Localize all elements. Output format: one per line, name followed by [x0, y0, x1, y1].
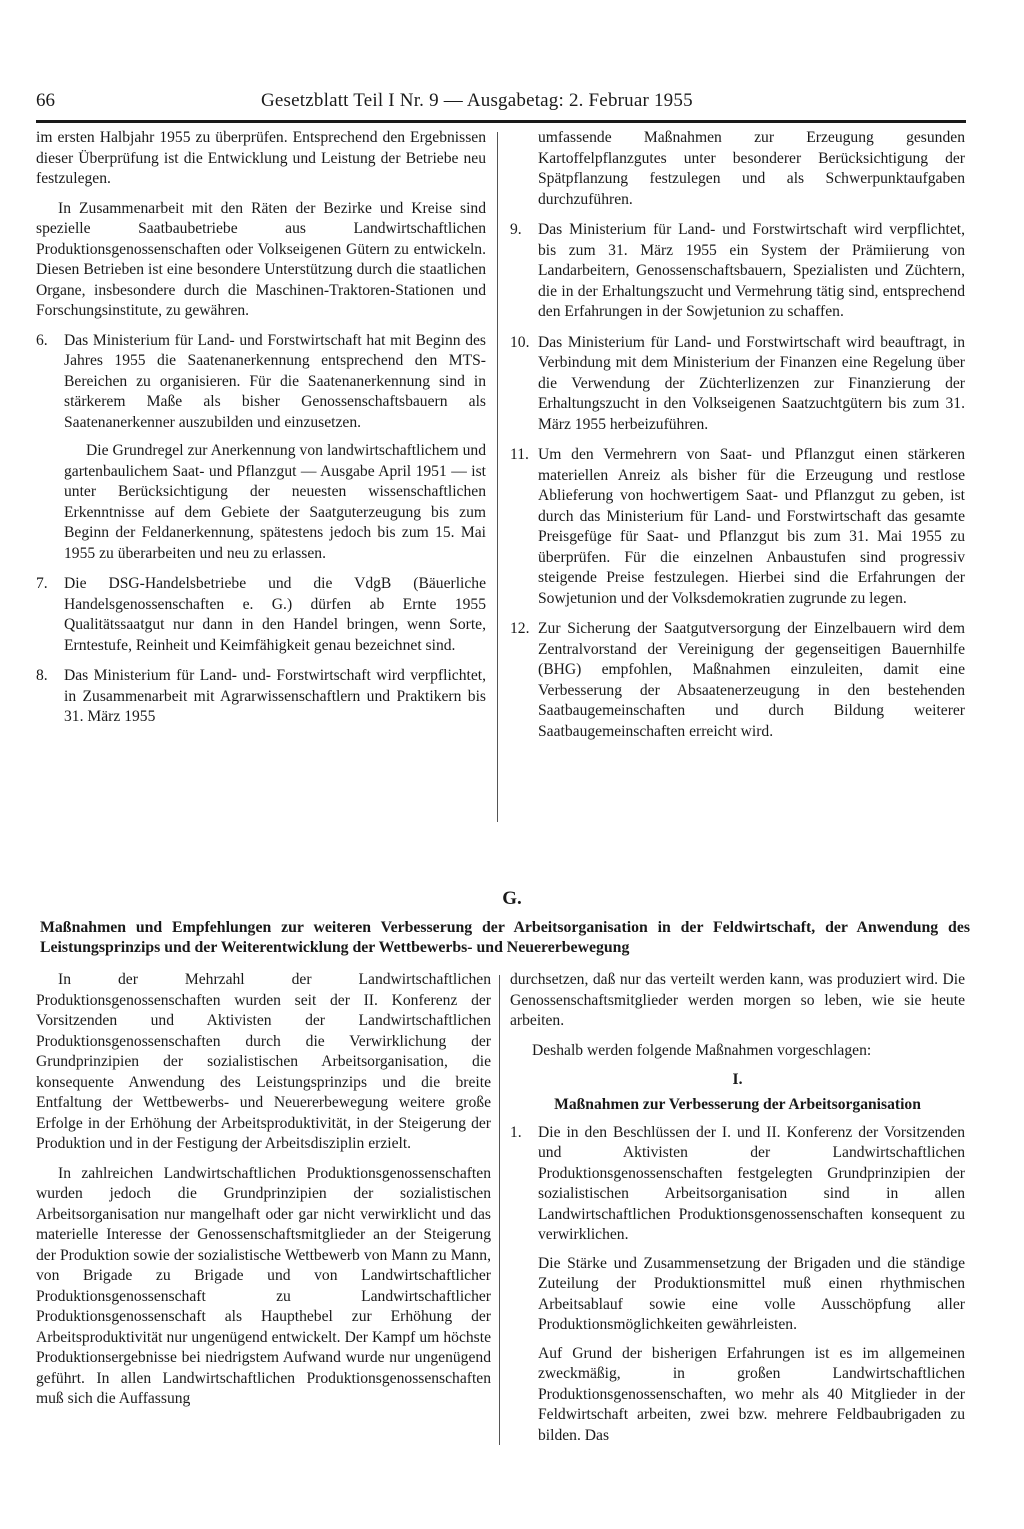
section-title: Maßnahmen und Empfehlungen zur weiteren Verbesserung der Arbeitsorganisation in der Feldwirtschaft, der Anwendung des Leistungsprinzips und der Weiterentwicklung der Wettbewerbs- und Neuererbewegung: [40, 919, 970, 956]
item-number: 11.: [510, 446, 529, 463]
paragraph: durchsetzen, daß nur das verteilt werden kann, was produziert wird. Die Genossenschaftsmitglieder werden morgen so leben, wie sie heute arbeiten.: [510, 971, 965, 1029]
page-number: 66: [36, 90, 55, 111]
list-item: [36, 666, 486, 728]
item-subparagraph: Die Stärke und Zusammensetzung der Brigaden und die ständige Zuteilung der Produktionsmittel muß einen rhythmischen Arbeitsablauf sowie eine volle Ausschöpfung aller Produktionsmöglichkeiten gewährleisten.: [538, 1254, 965, 1333]
list-item: [510, 1123, 965, 1447]
item-number: 6.: [36, 331, 48, 349]
item-text: Die DSG-Handelsbetriebe und die VdgB (Bäuerliche Handelsgenossenschaften e. G.) dürfen ab Ernte 1955 Qualitätssaatgut nur dann in den Handel bringen, wenn Sorte, Erntestufe, Reinheit und Keimfähigkeit genau bezeichnet sind.: [64, 575, 486, 654]
item-number: 12.: [510, 620, 530, 637]
item-number: 1.: [510, 1123, 522, 1141]
bottom-left-column: [36, 970, 491, 1419]
paragraph: In Zusammenarbeit mit den Räten der Bezirke und Kreise sind spezielle Saatbaubetriebe aus Landwirtschaftlichen Produktionsgenossenschaften oder Volkseigenen Gütern zu entwickeln. Diesen Betrieben ist eine besondere Unterstützung durch die staatlichen Organe, insbesondere durch die Maschinen-Traktoren-Stationen und Forschungsinstitute, zu gewähren.: [36, 199, 486, 319]
subsection-number: I.: [732, 1071, 743, 1088]
list-item: [510, 220, 965, 323]
subsection-heading: Maßnahmen zur Verbesserung der Arbeitsorganisation: [554, 1095, 921, 1113]
item-subparagraph: Auf Grund der bisherigen Erfahrungen ist es im allgemeinen zweckmäßig, in großen Landwirtschaftlichen Produktionsgenossenschaften, wo mehr als 40 Mitglieder in der Feldwirtschaft arbeiten, zwei bzw. mehrere Feldbaubrigaden zu bilden. Das: [538, 1344, 965, 1444]
item-text: Um den Vermehrern von Saat- und Pflanzgut einen stärkeren materiellen Anreiz als bisher für die Erzeugung und restlose Ablieferung von hochwertigem Saat- und Pflanzgut zu geben, ist durch das Ministerium für Land- und Forstwirtschaft das gesamte Preisgefüge für Saat- und Pflanzgut bis zum 31. Mai 1955 zu überprüfen. Für die einzelnen Anbaustufen sind progressiv steigende Preise festzulegen. Hierbei sind die Erfahrungen der Sowjetunion und der Volksdemokratien zugrunde zu legen.: [538, 446, 965, 607]
item-number: 10.: [510, 333, 530, 351]
item-number: 8.: [36, 667, 48, 684]
item-text: Das Ministerium für Land- und Forstwirtschaft hat mit Beginn des Jahres 1955 die Saatenanerkennung entsprechend den MTS-Bereichen zu organisieren. Für die Saatenanerkennung sind in stärkerem Maße als bisher Genossenschaftsbauern als Saatenanerkenner auszubilden und einzusetzen.: [64, 331, 486, 431]
column-divider: [497, 132, 498, 822]
list-item: [36, 331, 486, 565]
paragraph: In zahlreichen Landwirtschaftlichen Produktionsgenossenschaften wurden jedoch die Grundprinzipien der sozialistischen Arbeitsorganisation nur mangelhaft oder gar nicht verwirklicht und das materielle Interesse der Genossenschaftsmitglieder an der Steigerung der Produktion sowie der sozialistische Wettbewerb von Mann zu Mann, von Brigade zu Brigade und von Landwirtschaftlicher Produktionsgenossenschaft zu Landwirtschaftlicher Produktionsgenossenschaft als Haupthebel zur Erhöhung der Arbeitsproduktivität nur ungenügend entwickelt. Der Kampf um höchste Produktionsergebnisse bei niedrigstem Aufwand wurde nur ungenügend geführt. In allen Landwirtschaftlichen Produktionsgenossenschaften muß sich die Auffassung: [36, 1164, 491, 1407]
item-text: Die in den Beschlüssen der I. und II. Konferenz der Vorsitzenden und Aktivisten der Landwirtschaftlichen Produktionsgenossenschaften festgelegten Grundprinzipien der sozialistischen Arbeitsorganisation sind in allen Landwirtschaftlichen Produktionsgenossenschaften konsequent zu verwirklichen.: [538, 1123, 965, 1243]
paragraph: umfassende Maßnahmen zur Erzeugung gesunden Kartoffelpflanzgutes unter besonderer Berücksichtigung der Spätpflanzung festzulegen und als Schwerpunktaufgaben durchzuführen.: [538, 129, 965, 208]
page-header: [36, 88, 966, 123]
item-text: Das Ministerium für Land- und Forstwirtschaft wird beauftragt, in Verbindung mit dem Ministerium der Finanzen eine Regelung über die Verwendung der Züchterlizenzen zur Finanzierung der Erhaltungszucht in den Volkseigenen Saatzuchtgütern bis zum 31. März 1955 herbeizuführen.: [538, 333, 965, 433]
top-right-column: [510, 128, 965, 752]
paragraph: Deshalb werden folgende Maßnahmen vorgeschlagen:: [532, 1041, 872, 1059]
item-text: Das Ministerium für Land- und- Forstwirtschaft wird verpflichtet, in Zusammenarbeit mit Agrarwissenschaftlern und Praktikern bis 31. März 1955: [64, 667, 486, 725]
list-item: [510, 445, 965, 609]
item-text: Das Ministerium für Land- und Forstwirtschaft wird verpflichtet, bis zum 31. März 1955 ein System der Prämiierung von Landarbeitern, Genossenschaftsbauern, Spezialisten und Züchtern, die in der Erhaltungszucht und Vermehrung tätig sind, entsprechend den Erfahrungen in der Sowjetunion zu schaffen.: [538, 221, 965, 320]
item-number: 9.: [510, 221, 522, 238]
list-item-continuation: [510, 128, 965, 210]
top-left-column: [36, 128, 486, 738]
list-item: [510, 333, 965, 436]
item-text: Zur Sicherung der Saatgutversorgung der Einzelbauern wird dem Zentralvorstand der Vereinigung der gegenseitigen Bauernhilfe (BHG) empfohlen, Maßnahmen einzuleiten, damit eine Verbesserung der Absaatenerzeugung in den bestehenden Saatbaugemeinschaften und durch Bildung weiterer Saatbaugemeinschaften erreicht wird.: [538, 620, 965, 740]
header-title: Gesetzblatt Teil I Nr. 9 — Ausgabetag: 2. Februar 1955: [261, 90, 693, 111]
paragraph: In der Mehrzahl der Landwirtschaftlichen Produktionsgenossenschaften wurden seit der II. Konferenz der Vorsitzenden und Aktivisten der Landwirtschaftlichen Produktionsgenossenschaften durch die Verwirklichung der Grundprinzipien der sozialistischen Arbeitsorganisation, die konsequente Anwendung des Leistungsprinzips und die breite Entfaltung der Wettbewerbs- und Neuererbewegung weitere große Erfolge in der Erhöhung der Arbeitsproduktivität, in der Steigerung der Produktion und in der Festigung der Arbeitsdisziplin erzielt.: [36, 971, 491, 1152]
list-item: [36, 574, 486, 656]
list-item: [510, 619, 965, 742]
bottom-right-column: [510, 970, 965, 1456]
item-subparagraph: Die Grundregel zur Anerkennung von landwirtschaftlichem und gartenbaulichem Saat- und Pflanzgut — Ausgabe April 1951 — ist unter Berücksichtigung der neuesten wissenschaftlichen Erkenntnisse auf dem Gebiete der Saatguterzeugung bis zum Beginn der Feldanerkennung, spätestens jedoch bis zum 15. Mai 1955 zu überarbeiten und neu zu erlassen.: [64, 442, 486, 562]
paragraph: im ersten Halbjahr 1955 zu überprüfen. Entsprechend den Ergebnissen dieser Überprüfung ist die Entwicklung und Leistung der Betriebe neu festzulegen.: [36, 129, 486, 187]
column-divider: [499, 975, 500, 1445]
section-letter: G.: [502, 888, 522, 909]
item-number: 7.: [36, 575, 48, 592]
